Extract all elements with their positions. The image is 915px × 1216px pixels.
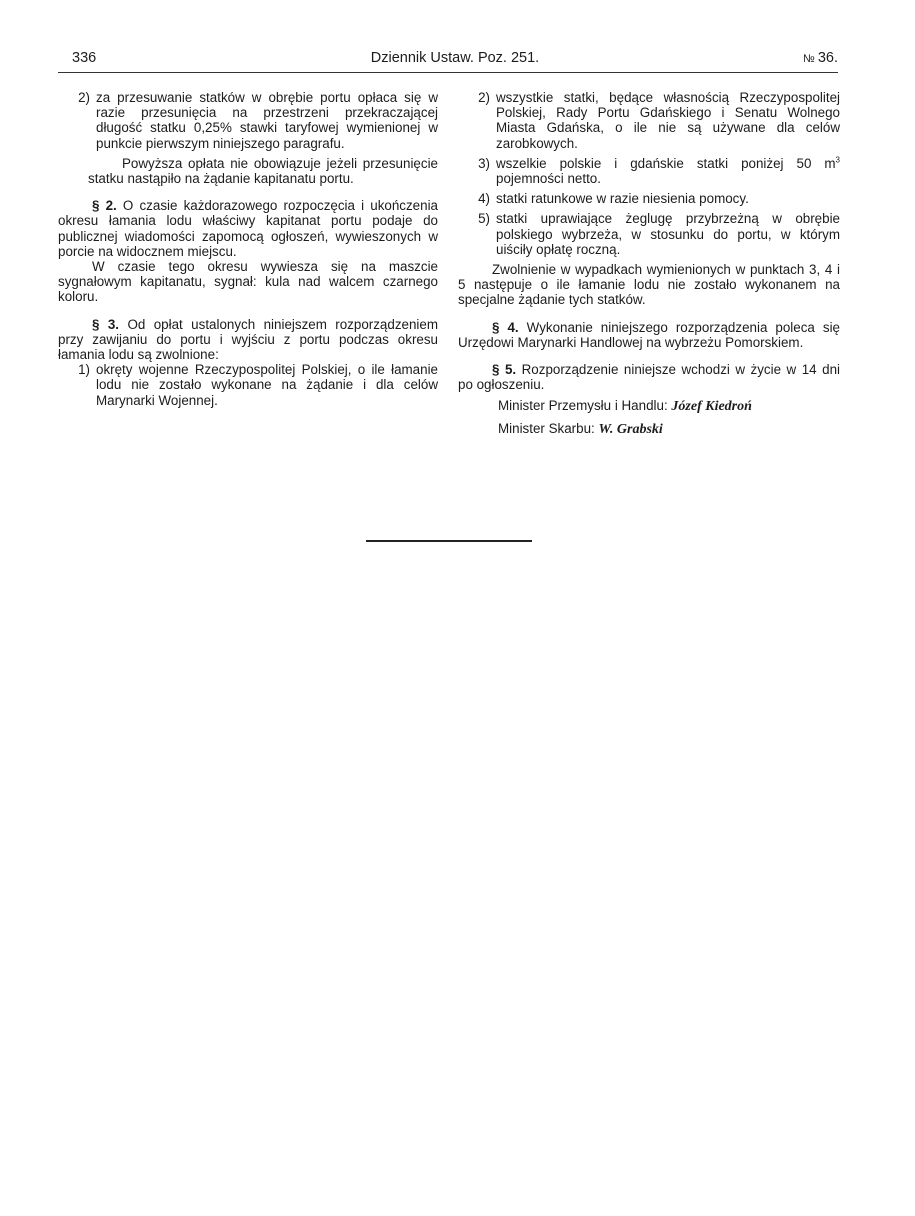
list-item-text: okręty wojenne Rzeczypospolitej Polskiej, o ile łamanie lodu nie zostało wykonane na żądanie i dla celów Marynarki Wojennej. — [96, 362, 438, 408]
list-item-text: za przesuwanie statków w obrębie portu opłaca się w razie przesunięcia na przestrzeni przekraczającej długość statku 0,25% stawki taryfowej wymienionej w punkcie pierwszym niniejszego paragrafu. — [96, 90, 438, 151]
list-item-text: wszystkie statki, będące własnością Rzeczypospolitej Polskiej, Rady Portu Gdańskiego i Senatu Wolnego Miasta Gdańska, o ile nie są używane dla celów zarobkowych. — [496, 90, 840, 151]
journal-title: Dziennik Ustaw. Poz. 251. — [370, 50, 540, 66]
section-text: O czasie każdorazowego rozpoczęcia i ukończenia okresu łamania lodu właściwy kapitanat portu podaje do publicznej wiadomości zapomocą ogłoszeń, wywieszonych w porcie na widocznem miejscu. — [58, 198, 438, 259]
right-column — [458, 90, 840, 437]
issue-number — [803, 50, 838, 66]
list-item-5 — [458, 211, 840, 257]
section-text: Od opłat ustalonych niniejszem rozporządzeniem przy zawijaniu do portu i wyjściu z portu podczas okresu łamania lodu są zwolnione: — [58, 316, 438, 363]
signature-name: W. Grabski — [598, 421, 663, 437]
list-item-number: 4) — [478, 191, 490, 207]
signature-minister-industry — [498, 398, 840, 414]
signature-name: Józef Kiedroń — [671, 399, 752, 415]
list-item-text: statki uprawiające żeglugę przybrzeżną w obrębie polskiego wybrzeża, w stosunku do portu, w którym uiściły opłatę roczną. — [496, 211, 840, 257]
closing-rule — [366, 540, 532, 542]
section-mark: § 3. — [92, 316, 120, 332]
superscript: 3 — [835, 155, 840, 165]
list-item-2 — [458, 90, 840, 151]
exemption-note: Zwolnienie w wypadkach wymienionych w punktach 3, 4 i 5 następuje o ile łamanie lodu nie zostało wykonanem na specjalne żądanie tych statków. — [458, 262, 840, 308]
list-item-number: 2) — [478, 90, 490, 105]
list-item-text: statki ratunkowe w razie niesienia pomocy. — [496, 191, 749, 207]
issue-number-prefix: № — [802, 53, 818, 65]
list-item-text-b: pojemności netto. — [496, 171, 601, 187]
section-text: Wykonanie niniejszego rozporządzenia poleca się Urzędowi Marynarki Handlowej na wybrzeżu Pomorskiem. — [458, 319, 840, 350]
section-4-paragraph — [458, 320, 840, 350]
list-item-3 — [458, 156, 840, 186]
section-text: Rozporządzenie niniejsze wchodzi w życie w 14 dni po ogłoszeniu. — [458, 362, 840, 393]
page-header — [72, 50, 838, 74]
page-number: 336 — [72, 50, 97, 66]
section-2-paragraph-2: W czasie tego okresu wywiesza się na maszcie sygnałowym kapitanatu, sygnał: kula nad walcem czarnego koloru. — [58, 259, 438, 305]
list-item-text — [496, 156, 840, 186]
section-3-paragraph — [58, 317, 438, 363]
list-item-1 — [58, 362, 438, 408]
section-mark: § 5. — [492, 362, 517, 378]
issue-number-value: 36. — [817, 50, 838, 66]
section-mark: § 4. — [492, 319, 519, 335]
signature-minister-treasury — [498, 421, 840, 437]
list-item-text-a: wszelkie polskie i gdańskie statki poniżej 50 m — [496, 155, 836, 171]
signature-role: Minister Skarbu: — [498, 420, 595, 436]
list-item-2 — [58, 90, 438, 151]
list-item-number: 5) — [478, 211, 490, 227]
section-2-paragraph — [58, 198, 438, 259]
header-rule — [58, 72, 838, 73]
list-item-number: 1) — [78, 362, 90, 378]
section-5-paragraph — [458, 362, 840, 392]
list-item-number: 2) — [78, 90, 90, 105]
paragraph-note: Powyższa opłata nie obowiązuje jeżeli przesunięcie statku nastąpiło na żądanie kapitanatu portu. — [88, 155, 438, 187]
left-column — [58, 90, 438, 413]
signature-role: Minister Przemysłu i Handlu: — [498, 398, 668, 414]
list-item-number: 3) — [478, 155, 490, 171]
list-item-4 — [458, 191, 840, 206]
section-mark: § 2. — [92, 198, 117, 214]
